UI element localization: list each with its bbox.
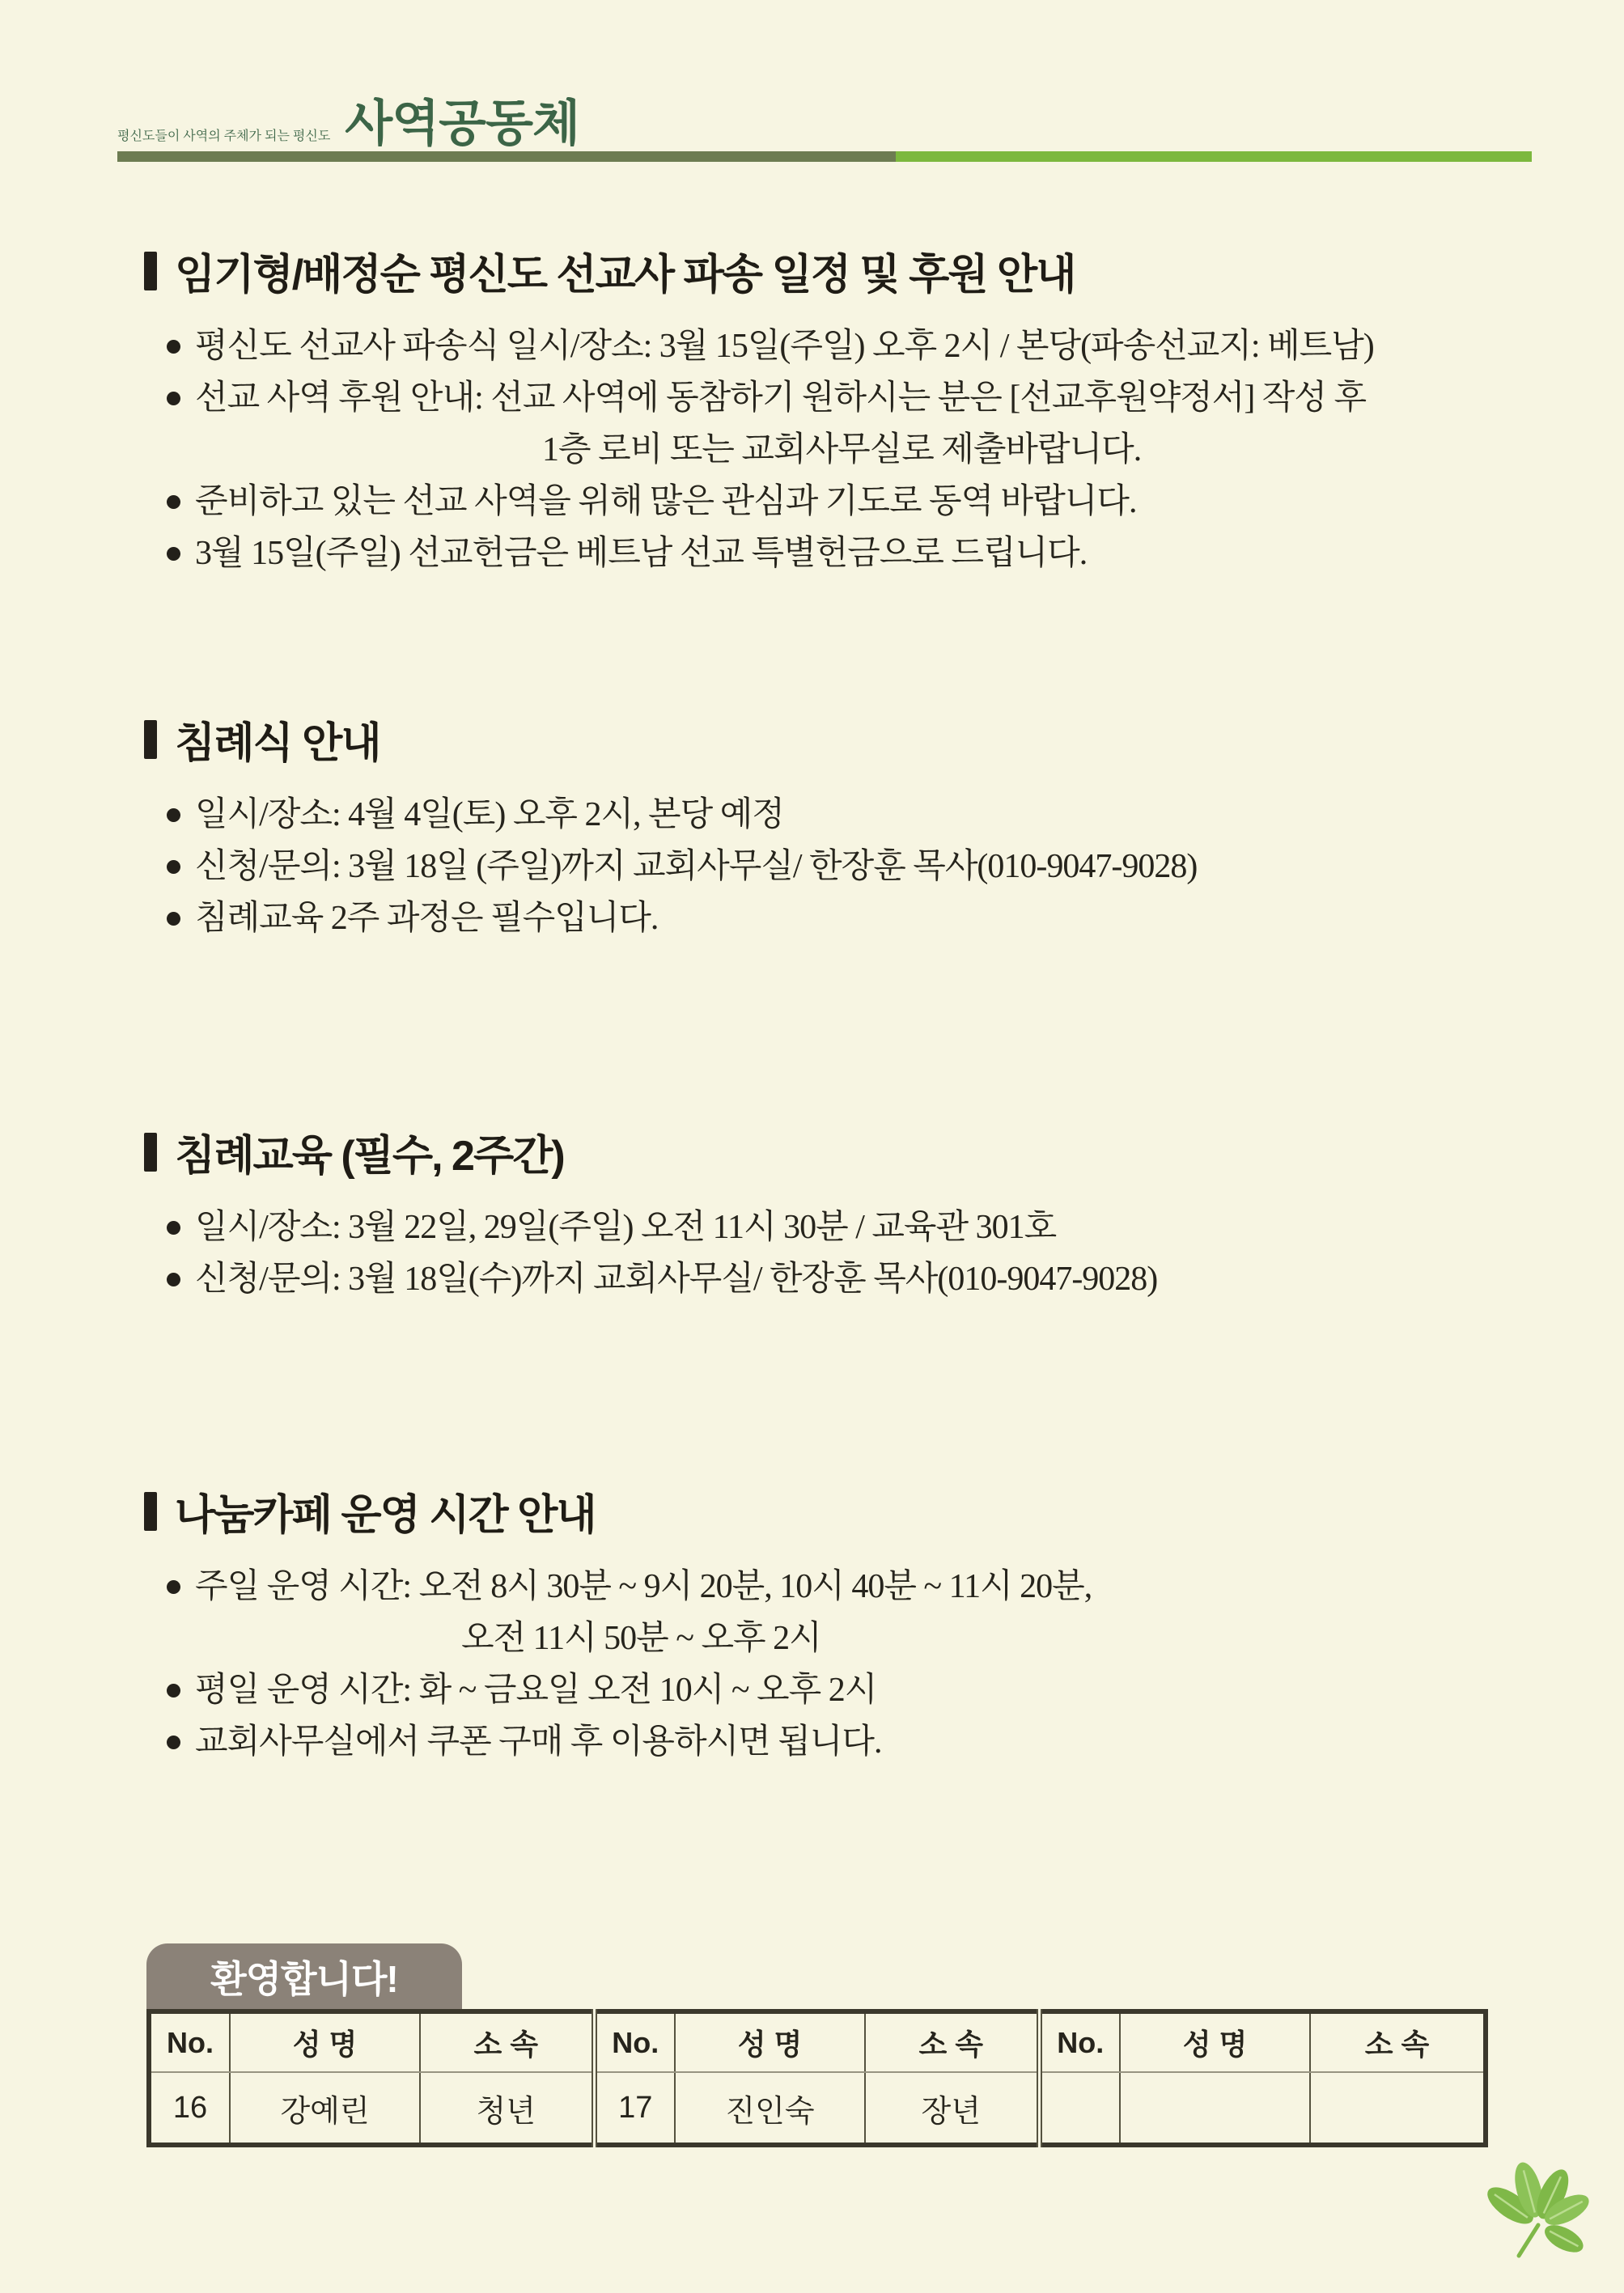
bullet-dot [167,340,180,354]
section-title-row [144,240,1536,301]
welcome-tab-label: 환영합니다! [210,1957,398,2000]
bullet-line [144,896,1536,947]
bullet-text: 오전 11시 50분 ~ 오후 2시 [461,1620,821,1657]
table-data-row [149,2072,1486,2145]
section-baptism-service [144,709,1536,947]
tagline-regular: 평신도들이 사역의 주체가 되는 평신도 [117,129,331,143]
section-title-row [144,1121,1536,1182]
cell-name: 강예린 [230,2072,420,2145]
bullet-line [144,1564,1536,1616]
bullet-line [144,1719,1536,1771]
bullet-text: 3월 15일(주일) 선교헌금은 베트남 선교 특별헌금으로 드립니다. [195,535,1088,572]
bullet-text: 평신도 선교사 파송식 일시/장소: 3월 15일(주일) 오후 2시 / 본당(파송선교지: 베트남) [195,328,1374,365]
bullet-text: 주일 운영 시간: 오전 8시 30분 ~ 9시 20분, 10시 40분 ~ 11시 20분, [195,1568,1092,1605]
bullet-dot [167,547,180,561]
header-accent-bar [117,151,1532,162]
section-marker-bar [144,252,157,290]
bullet-line [144,1668,1536,1719]
bullet-dot [167,1684,180,1697]
header-affiliation: 소 속 [420,2011,594,2072]
section-title: 침례식 안내 [175,720,380,767]
header-no: No. [1039,2011,1120,2072]
header-name: 성 명 [1120,2011,1310,2072]
accent-bar-dark-segment [117,151,896,162]
cell-affiliation: 장년 [865,2072,1039,2145]
bullet-dot [167,495,180,509]
leaf-icon [1483,2144,1605,2274]
continuation-line [144,427,1536,479]
bullet-text: 침례교육 2주 과정은 필수입니다. [195,900,659,937]
cell-affiliation: 청년 [420,2072,594,2145]
tagline-emphasis: 사역공동체 [345,97,579,151]
section-title-row [144,709,1536,769]
header-affiliation: 소 속 [865,2011,1039,2072]
bullet-text: 일시/장소: 3월 22일, 29일(주일) 오전 11시 30분 / 교육관 301호 [195,1209,1057,1246]
section-title: 임기형/배정순 평신도 선교사 파송 일정 및 후원 안내 [175,252,1075,299]
bullet-text: 교회사무실에서 쿠폰 구매 후 이용하시면 됩니다. [195,1723,882,1761]
welcome-roster-table [146,2009,1488,2147]
section-title-row [144,1481,1536,1541]
bullet-line [144,1205,1536,1257]
bullet-dot [167,1273,180,1286]
bullet-line [144,1257,1536,1308]
bullet-text: 일시/장소: 4월 4일(토) 오후 2시, 본당 예정 [195,796,784,833]
bullet-text: 1층 로비 또는 교회사무실로 제출바랍니다. [542,431,1142,468]
section-marker-bar [144,1133,157,1172]
bullet-dot [167,808,180,822]
table-header-row [149,2011,1486,2072]
header-affiliation: 소 속 [1310,2011,1486,2072]
bullet-dot [167,1221,180,1235]
bullet-text: 신청/문의: 3월 18일(수)까지 교회사무실/ 한장훈 목사(010-9047-9028) [195,1261,1158,1298]
bullet-dot [167,392,180,405]
header-name: 성 명 [230,2011,420,2072]
section-title: 침례교육 (필수, 2주간) [175,1133,564,1180]
section-baptism-education [144,1121,1536,1308]
cell-name: 진인숙 [675,2072,865,2145]
header-name: 성 명 [675,2011,865,2072]
bullet-line [144,844,1536,896]
bullet-text: 신청/문의: 3월 18일 (주일)까지 교회사무실/ 한장훈 목사(010-9047-9028) [195,848,1198,885]
bullet-text: 준비하고 있는 선교 사역을 위해 많은 관심과 기도로 동역 바랍니다. [195,483,1137,520]
bullet-dot [167,912,180,926]
cell-no: 16 [172,2090,208,2125]
cell-no: 17 [594,2072,675,2145]
bullet-line [144,324,1536,375]
cell-no [1039,2072,1120,2145]
bullet-dot [167,1736,180,1749]
accent-bar-light-segment [896,151,1532,162]
section-marker-bar [144,1492,157,1531]
header-no: No. [594,2011,675,2072]
header-no: No. [149,2011,230,2072]
welcome-block [146,1943,1488,2147]
cell-name [1120,2072,1310,2145]
header-tagline [117,84,579,155]
section-missionary-sending [144,240,1536,583]
bullet-line [144,531,1536,583]
continuation-line [144,1616,1536,1668]
bullet-dot [167,860,180,874]
bullet-text: 평일 운영 시간: 화 ~ 금요일 오전 10시 ~ 오후 2시 [195,1672,877,1709]
section-title: 나눔카페 운영 시간 안내 [175,1492,596,1539]
section-marker-bar [144,720,157,759]
welcome-tab [146,1943,462,2009]
bullet-line [144,479,1536,531]
section-cafe-hours [144,1481,1536,1771]
bullet-line [144,375,1536,427]
bullet-dot [167,1580,180,1594]
bullet-text: 선교 사역 후원 안내: 선교 사역에 동참하기 원하시는 분은 [선교후원약정서] 작성 후 [195,379,1367,417]
cell-affiliation [1310,2072,1486,2145]
bullet-line [144,792,1536,844]
